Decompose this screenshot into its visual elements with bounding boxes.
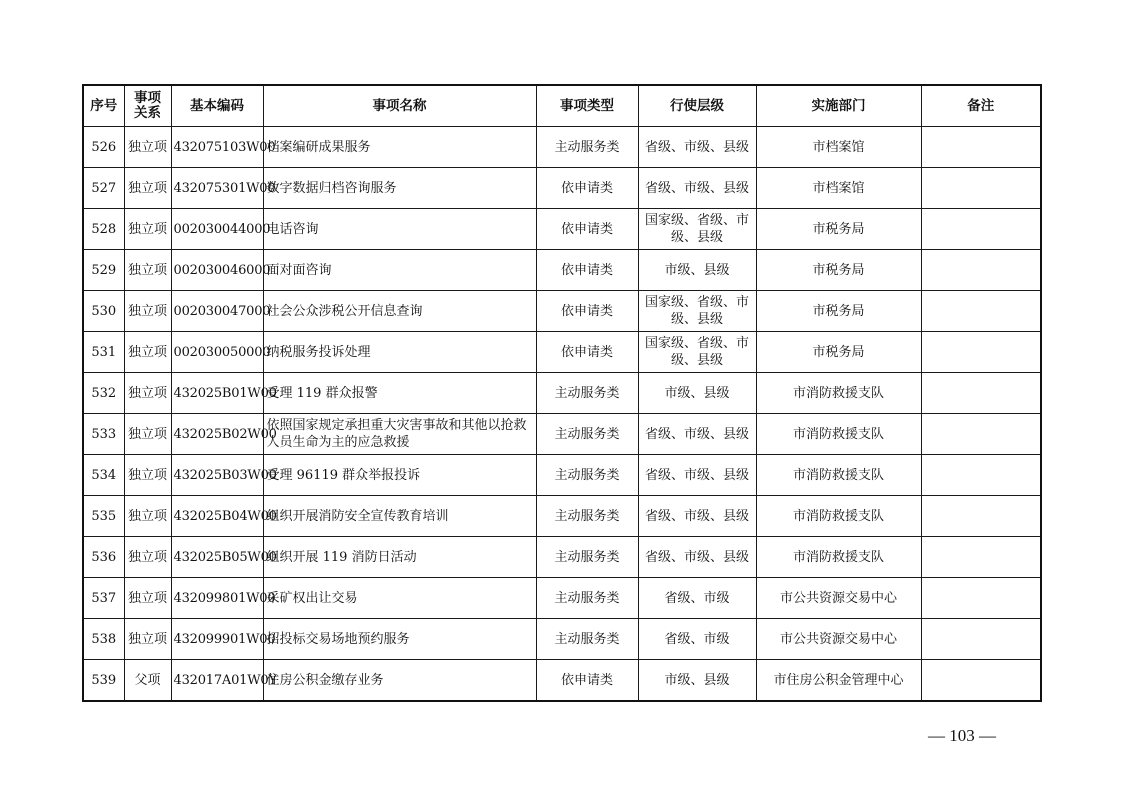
row-relation: 独立项 bbox=[124, 373, 171, 414]
service-items-table bbox=[82, 84, 1042, 702]
row-dept: 市消防救援支队 bbox=[756, 537, 921, 578]
row-number: 530 bbox=[83, 291, 124, 332]
row-note bbox=[921, 373, 1041, 414]
header-note: 备注 bbox=[921, 85, 1041, 127]
header-type: 事项类型 bbox=[536, 85, 638, 127]
table-row bbox=[83, 578, 1041, 619]
row-code: 002030047000 bbox=[171, 291, 263, 332]
header-code: 基本编码 bbox=[171, 85, 263, 127]
row-type: 主动服务类 bbox=[536, 414, 638, 455]
row-code: 002030046000 bbox=[171, 250, 263, 291]
header-row bbox=[83, 85, 1041, 127]
row-code: 002030044000 bbox=[171, 209, 263, 250]
row-type: 依申请类 bbox=[536, 660, 638, 702]
row-code: 432025B04W00 bbox=[171, 496, 263, 537]
row-relation: 独立项 bbox=[124, 537, 171, 578]
row-number: 531 bbox=[83, 332, 124, 373]
row-dept: 市公共资源交易中心 bbox=[756, 578, 921, 619]
row-name: 招投标交易场地预约服务 bbox=[263, 619, 536, 660]
row-dept: 市消防救援支队 bbox=[756, 373, 921, 414]
row-code: 432025B03W00 bbox=[171, 455, 263, 496]
row-number: 526 bbox=[83, 127, 124, 168]
row-dept: 市档案馆 bbox=[756, 127, 921, 168]
row-code: 432025B01W00 bbox=[171, 373, 263, 414]
row-relation: 独立项 bbox=[124, 414, 171, 455]
row-dept: 市税务局 bbox=[756, 332, 921, 373]
row-number: 537 bbox=[83, 578, 124, 619]
row-relation: 独立项 bbox=[124, 578, 171, 619]
row-dept: 市税务局 bbox=[756, 209, 921, 250]
row-note bbox=[921, 578, 1041, 619]
row-type: 依申请类 bbox=[536, 332, 638, 373]
row-name: 组织开展消防安全宣传教育培训 bbox=[263, 496, 536, 537]
table-body bbox=[83, 127, 1041, 702]
row-dept: 市档案馆 bbox=[756, 168, 921, 209]
header-name: 事项名称 bbox=[263, 85, 536, 127]
header-dept: 实施部门 bbox=[756, 85, 921, 127]
row-name: 受理 119 群众报警 bbox=[263, 373, 536, 414]
row-number: 538 bbox=[83, 619, 124, 660]
row-level: 省级、市级、县级 bbox=[638, 455, 756, 496]
row-name: 电话咨询 bbox=[263, 209, 536, 250]
row-relation: 独立项 bbox=[124, 496, 171, 537]
row-type: 依申请类 bbox=[536, 291, 638, 332]
row-level: 省级、市级、县级 bbox=[638, 537, 756, 578]
row-relation: 独立项 bbox=[124, 127, 171, 168]
table-row bbox=[83, 209, 1041, 250]
row-note bbox=[921, 619, 1041, 660]
row-note bbox=[921, 455, 1041, 496]
table-row bbox=[83, 127, 1041, 168]
row-type: 主动服务类 bbox=[536, 619, 638, 660]
row-number: 528 bbox=[83, 209, 124, 250]
row-dept: 市公共资源交易中心 bbox=[756, 619, 921, 660]
row-number: 529 bbox=[83, 250, 124, 291]
header-level: 行使层级 bbox=[638, 85, 756, 127]
table-row bbox=[83, 455, 1041, 496]
page-number: — 103 — bbox=[928, 726, 996, 745]
row-level: 省级、市级、县级 bbox=[638, 414, 756, 455]
row-note bbox=[921, 250, 1041, 291]
row-type: 依申请类 bbox=[536, 168, 638, 209]
row-number: 534 bbox=[83, 455, 124, 496]
row-level: 省级、市级、县级 bbox=[638, 168, 756, 209]
row-note bbox=[921, 291, 1041, 332]
row-name: 组织开展 119 消防日活动 bbox=[263, 537, 536, 578]
header-no: 序号 bbox=[83, 85, 124, 127]
row-note bbox=[921, 496, 1041, 537]
row-level: 市级、县级 bbox=[638, 250, 756, 291]
row-relation: 独立项 bbox=[124, 291, 171, 332]
row-type: 主动服务类 bbox=[536, 455, 638, 496]
row-type: 依申请类 bbox=[536, 209, 638, 250]
table-row bbox=[83, 619, 1041, 660]
row-relation: 独立项 bbox=[124, 455, 171, 496]
row-level: 省级、市级 bbox=[638, 619, 756, 660]
row-number: 533 bbox=[83, 414, 124, 455]
row-code: 002030050000 bbox=[171, 332, 263, 373]
row-name: 面对面咨询 bbox=[263, 250, 536, 291]
header-relation-line2: 关系 bbox=[134, 105, 161, 121]
row-note bbox=[921, 660, 1041, 702]
row-type: 主动服务类 bbox=[536, 496, 638, 537]
row-number: 527 bbox=[83, 168, 124, 209]
row-level: 国家级、省级、市级、县级 bbox=[638, 291, 756, 332]
row-type: 主动服务类 bbox=[536, 537, 638, 578]
row-dept: 市住房公积金管理中心 bbox=[756, 660, 921, 702]
table-row bbox=[83, 660, 1041, 702]
table-row bbox=[83, 373, 1041, 414]
row-name: 住房公积金缴存业务 bbox=[263, 660, 536, 702]
row-dept: 市消防救援支队 bbox=[756, 414, 921, 455]
row-name: 社会公众涉税公开信息查询 bbox=[263, 291, 536, 332]
row-name: 受理 96119 群众举报投诉 bbox=[263, 455, 536, 496]
row-level: 市级、县级 bbox=[638, 660, 756, 702]
row-level: 省级、市级 bbox=[638, 578, 756, 619]
header-relation bbox=[124, 85, 171, 127]
row-relation: 独立项 bbox=[124, 209, 171, 250]
row-dept: 市税务局 bbox=[756, 291, 921, 332]
row-code: 432025B02W00 bbox=[171, 414, 263, 455]
row-relation: 父项 bbox=[124, 660, 171, 702]
row-level: 市级、县级 bbox=[638, 373, 756, 414]
row-name: 纳税服务投诉处理 bbox=[263, 332, 536, 373]
row-code: 432017A01W0Y bbox=[171, 660, 263, 702]
row-number: 539 bbox=[83, 660, 124, 702]
row-relation: 独立项 bbox=[124, 250, 171, 291]
row-number: 532 bbox=[83, 373, 124, 414]
row-dept: 市消防救援支队 bbox=[756, 455, 921, 496]
row-level: 省级、市级、县级 bbox=[638, 127, 756, 168]
row-note bbox=[921, 127, 1041, 168]
row-number: 535 bbox=[83, 496, 124, 537]
row-code: 432075301W00 bbox=[171, 168, 263, 209]
row-code: 432025B05W00 bbox=[171, 537, 263, 578]
row-name: 档案编研成果服务 bbox=[263, 127, 536, 168]
row-code: 432099901W00 bbox=[171, 619, 263, 660]
table-row bbox=[83, 414, 1041, 455]
table-row bbox=[83, 537, 1041, 578]
row-name: 依照国家规定承担重大灾害事故和其他以抢救人员生命为主的应急救援 bbox=[263, 414, 536, 455]
row-note bbox=[921, 414, 1041, 455]
row-type: 主动服务类 bbox=[536, 127, 638, 168]
table-row bbox=[83, 250, 1041, 291]
row-type: 依申请类 bbox=[536, 250, 638, 291]
row-dept: 市税务局 bbox=[756, 250, 921, 291]
row-note bbox=[921, 332, 1041, 373]
row-relation: 独立项 bbox=[124, 168, 171, 209]
row-level: 国家级、省级、市级、县级 bbox=[638, 209, 756, 250]
row-name: 采矿权出让交易 bbox=[263, 578, 536, 619]
row-name: 数字数据归档咨询服务 bbox=[263, 168, 536, 209]
row-code: 432099801W00 bbox=[171, 578, 263, 619]
row-relation: 独立项 bbox=[124, 619, 171, 660]
row-dept: 市消防救援支队 bbox=[756, 496, 921, 537]
row-type: 主动服务类 bbox=[536, 373, 638, 414]
row-level: 省级、市级、县级 bbox=[638, 496, 756, 537]
row-note bbox=[921, 537, 1041, 578]
header-relation-line1: 事项 bbox=[134, 90, 161, 106]
row-level: 国家级、省级、市级、县级 bbox=[638, 332, 756, 373]
table-row bbox=[83, 168, 1041, 209]
row-number: 536 bbox=[83, 537, 124, 578]
row-type: 主动服务类 bbox=[536, 578, 638, 619]
table-row bbox=[83, 291, 1041, 332]
row-code: 432075103W00 bbox=[171, 127, 263, 168]
row-relation: 独立项 bbox=[124, 332, 171, 373]
row-note bbox=[921, 209, 1041, 250]
table-row bbox=[83, 496, 1041, 537]
table-row bbox=[83, 332, 1041, 373]
row-note bbox=[921, 168, 1041, 209]
